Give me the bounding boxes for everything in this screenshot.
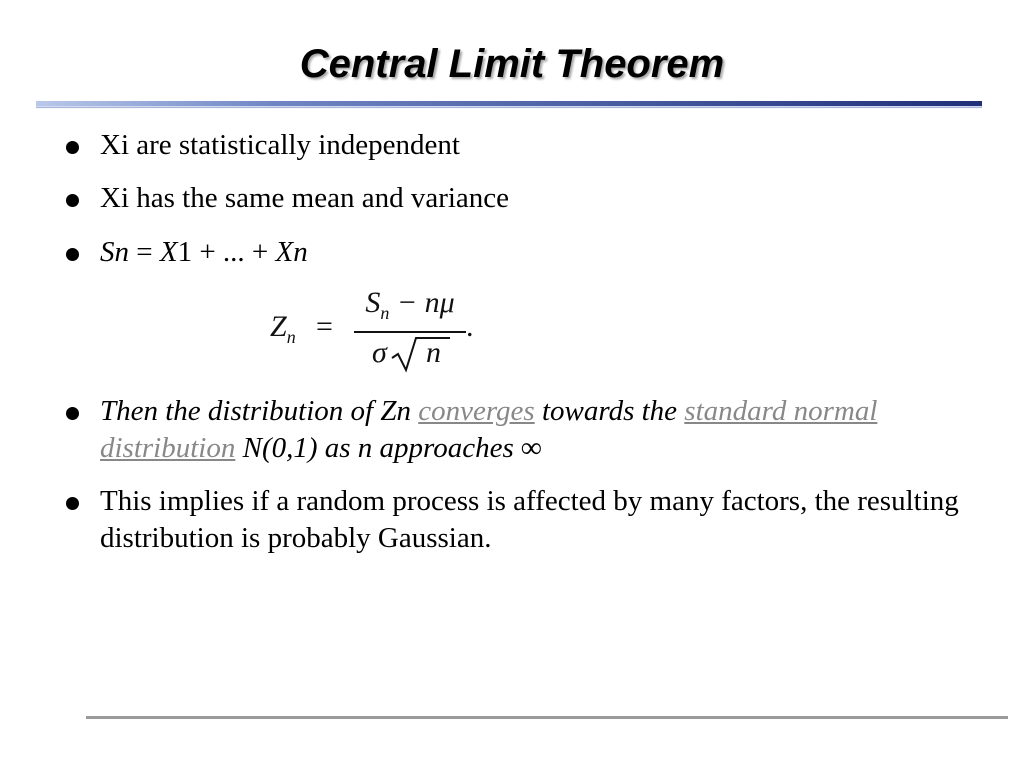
bullet-dot [66, 141, 82, 157]
fraction-bar [354, 331, 466, 333]
bullet-text: Xi are statistically independent [100, 129, 460, 161]
square-root-icon [390, 334, 452, 374]
converges-link[interactable]: converges [418, 395, 535, 427]
formula-equals: = [316, 310, 333, 343]
formula-period: . [466, 310, 474, 343]
footer-divider [86, 716, 1008, 719]
slide-title: Central Limit Theorem [299, 42, 725, 86]
formula-lhs: $Z_n$ [270, 310, 296, 347]
zn-formula [268, 284, 488, 384]
bullet-text: This implies if a random process is affected by many factors, the resulting distribution is probably Gaussian. [100, 485, 959, 554]
bullet-dot [66, 194, 82, 210]
formula-denominator [354, 334, 466, 374]
standard-normal-distribution-link[interactable]: standard normal distribution [100, 395, 878, 464]
sum-equals: = [129, 236, 160, 268]
sum-first-term: X [159, 236, 178, 268]
sum-lhs: Sn [100, 236, 129, 268]
bullet-text: Xi has the same mean and variance [100, 182, 510, 214]
bullet-dot [66, 407, 82, 423]
formula-numerator: $S_n - n\mu$ [365, 286, 455, 323]
sum-middle: + ... + [192, 236, 276, 268]
sum-last-term: Xn [275, 236, 308, 268]
convergence-statement: Then the distribution of Zn converges towards the standard normal distribution N(0,1) as n approaches ∞ [100, 395, 878, 464]
formula-radicand: n [426, 336, 441, 369]
title-divider [36, 101, 982, 109]
formula-sigma: σ [372, 336, 387, 369]
bullet-dot [66, 497, 82, 513]
sum-expression [100, 234, 960, 271]
bullet-dot [66, 248, 82, 264]
sum-first-index: 1 [177, 236, 193, 268]
